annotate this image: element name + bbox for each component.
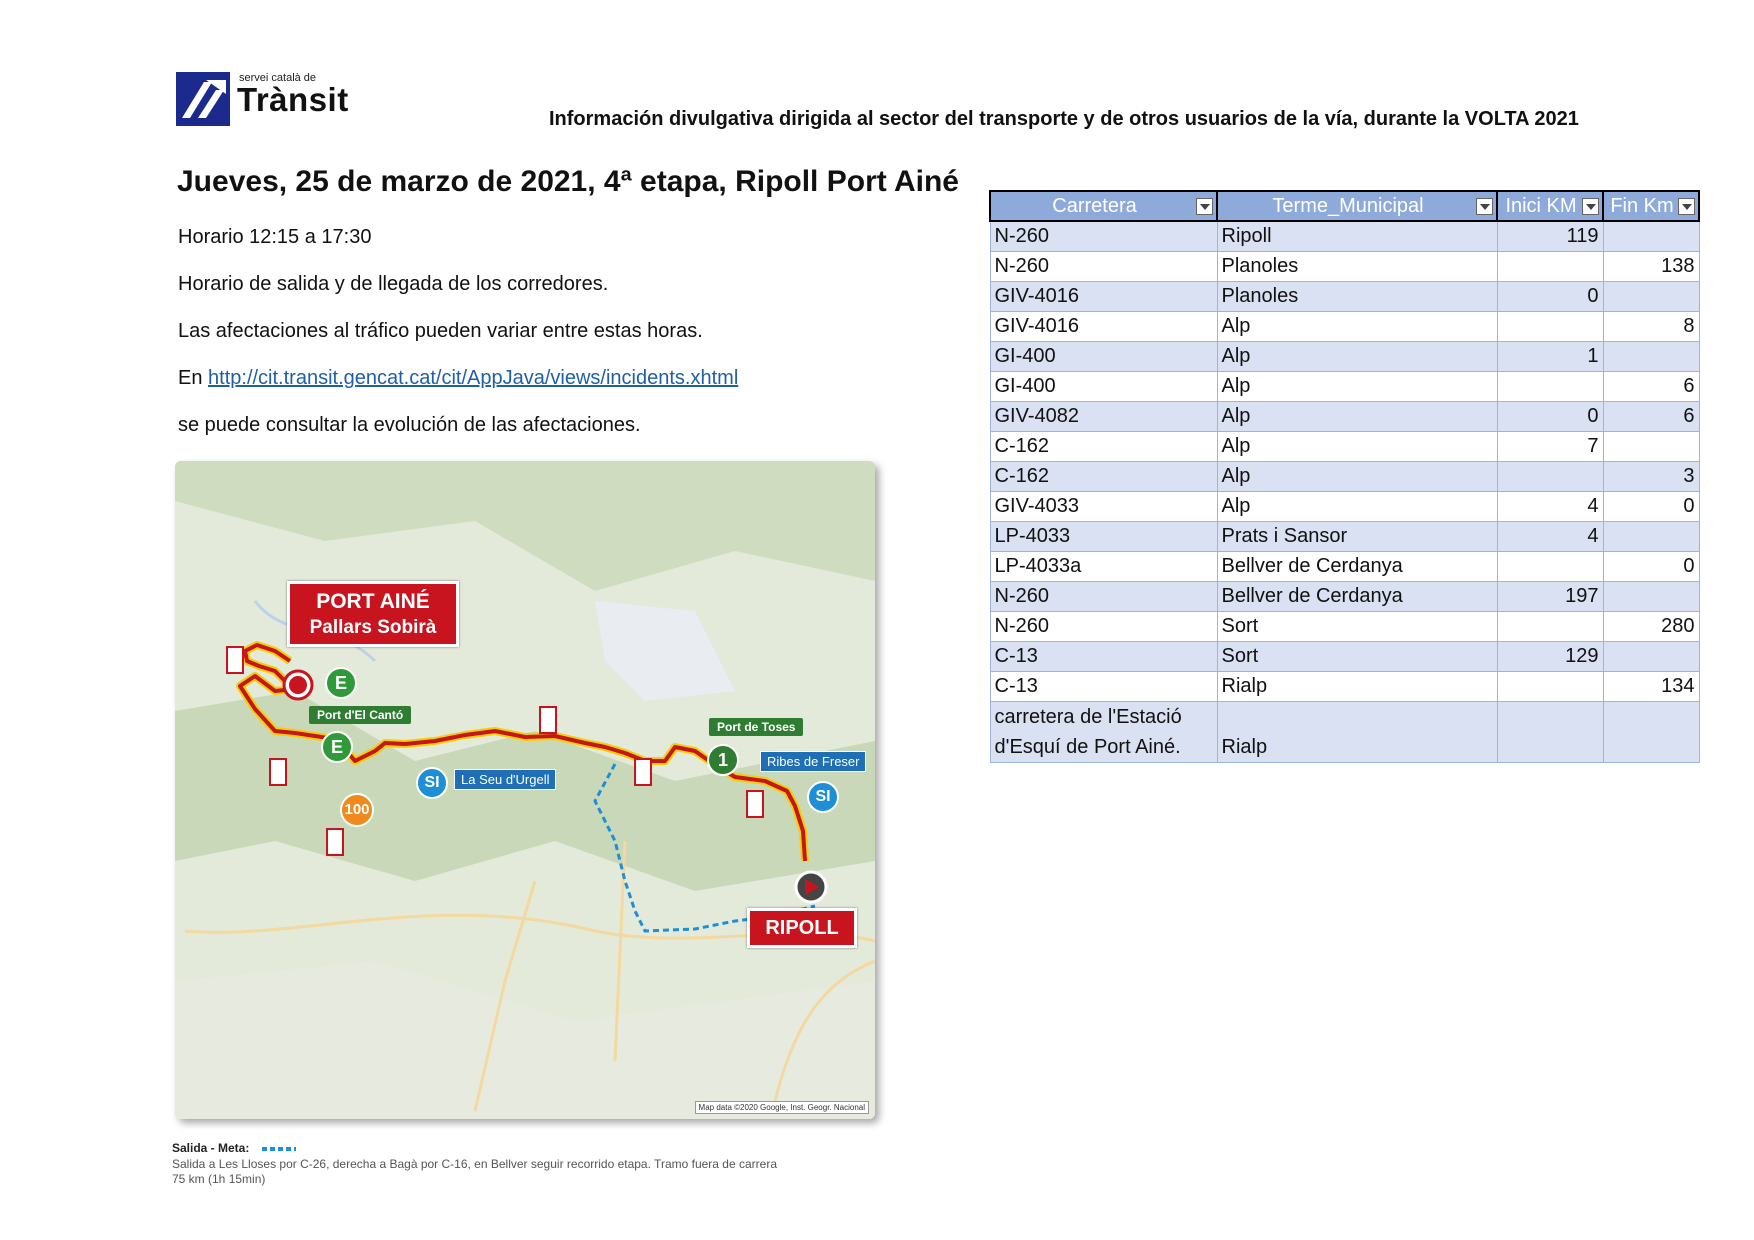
- cell-carretera: C-13: [990, 671, 1217, 701]
- table-row: [990, 431, 1699, 461]
- logo-small-text: servei català de: [239, 72, 317, 84]
- info-line-traffic: Las afectaciones al tráfico pueden variar entre estas horas.: [178, 320, 703, 342]
- logo-big-text: Trànsit: [237, 81, 349, 118]
- filter-dropdown-icon[interactable]: [1476, 198, 1493, 215]
- link-prefix: En: [178, 367, 209, 389]
- cell-inici: 0: [1497, 281, 1603, 311]
- footnote-title: Salida - Meta:: [172, 1141, 250, 1155]
- cell-fin: 6: [1603, 371, 1699, 401]
- table-row: [990, 611, 1699, 641]
- cell-carretera: C-162: [990, 461, 1217, 491]
- km100-marker: 100: [340, 793, 374, 827]
- header-label: Inici KM: [1505, 194, 1577, 217]
- transit-logo: [176, 70, 376, 130]
- header-carretera: [990, 191, 1217, 221]
- cell-terme: Alp: [1217, 491, 1497, 521]
- cell-fin: [1603, 431, 1699, 461]
- page-title: Jueves, 25 de marzo de 2021, 4ª etapa, Ripoll Port Ainé: [177, 165, 959, 198]
- table-row: [990, 311, 1699, 341]
- port-canto-label: Port d'El Cantó: [309, 706, 411, 724]
- cell-fin: [1603, 701, 1699, 762]
- table-row: [990, 521, 1699, 551]
- cell-carretera: GIV-4033: [990, 491, 1217, 521]
- cell-carretera: C-162: [990, 431, 1217, 461]
- map-graphic: [175, 461, 875, 1119]
- header-label: Carretera: [1052, 194, 1137, 217]
- cell-fin: 0: [1603, 491, 1699, 521]
- header-inici-km: [1497, 191, 1603, 221]
- table-row: [990, 671, 1699, 701]
- table-row: [990, 701, 1699, 762]
- cell-inici: [1497, 251, 1603, 281]
- ribes-freser-label: Ribes de Freser: [760, 751, 866, 772]
- start-label-box: [747, 908, 857, 948]
- map-credit: Map data ©2020 Google, Inst. Geogr. Nacional: [695, 1101, 869, 1114]
- cell-terme: Rialp: [1217, 671, 1497, 701]
- transit-logo-icon: [176, 72, 230, 126]
- cell-carretera: N-260: [990, 581, 1217, 611]
- info-line-consult: se puede consultar la evolución de las afectaciones.: [178, 414, 641, 436]
- cell-terme: Alp: [1217, 311, 1497, 341]
- filter-dropdown-icon[interactable]: [1582, 198, 1599, 215]
- cell-carretera: C-13: [990, 641, 1217, 671]
- cell-terme: Alp: [1217, 401, 1497, 431]
- table-header-row: [990, 191, 1699, 221]
- cell-terme: Rialp: [1217, 701, 1497, 762]
- cell-inici: 0: [1497, 401, 1603, 431]
- cell-fin: 6: [1603, 401, 1699, 431]
- cell-terme: Planoles: [1217, 251, 1497, 281]
- si-marker-1: SI: [416, 767, 448, 799]
- sprint-e-marker-1: E: [325, 667, 357, 699]
- info-line-link: [178, 367, 738, 390]
- cell-inici: 197: [1497, 581, 1603, 611]
- cell-inici: [1497, 611, 1603, 641]
- cell-terme: Ripoll: [1217, 221, 1497, 251]
- start-label: RIPOLL: [765, 917, 839, 939]
- cell-fin: [1603, 521, 1699, 551]
- cell-fin: 3: [1603, 461, 1699, 491]
- cell-inici: [1497, 551, 1603, 581]
- cell-carretera: GIV-4082: [990, 401, 1217, 431]
- dotted-route-legend-icon: [262, 1147, 296, 1151]
- cell-fin: [1603, 581, 1699, 611]
- cell-terme: Sort: [1217, 641, 1497, 671]
- cell-inici: 1: [1497, 341, 1603, 371]
- header-label: Fin Km: [1610, 194, 1674, 217]
- seu-urgell-label: La Seu d'Urgell: [454, 769, 556, 790]
- header-label: Terme_Municipal: [1272, 194, 1424, 217]
- cell-carretera: carretera de l'Estació d'Esquí de Port Ainé.: [990, 701, 1217, 762]
- cell-fin: 134: [1603, 671, 1699, 701]
- page-subtitle: Información divulgativa dirigida al sector del transporte y de otros usuarios de la vía, durante la VOLTA 2021: [549, 108, 1579, 130]
- footnote-line2: 75 km (1h 15min): [172, 1172, 266, 1186]
- filter-dropdown-icon[interactable]: [1196, 198, 1213, 215]
- cell-inici: [1497, 701, 1603, 762]
- cell-carretera: GI-400: [990, 341, 1217, 371]
- schedule-text: Horario 12:15 a 17:30: [178, 226, 372, 248]
- incidents-link[interactable]: http://cit.transit.gencat.cat/cit/AppJava/views/incidents.xhtml: [208, 367, 739, 389]
- cell-terme: Alp: [1217, 341, 1497, 371]
- cell-fin: 280: [1603, 611, 1699, 641]
- cell-carretera: N-260: [990, 251, 1217, 281]
- cell-fin: 8: [1603, 311, 1699, 341]
- cell-terme: Alp: [1217, 461, 1497, 491]
- cell-inici: [1497, 311, 1603, 341]
- mountain-1-marker: 1: [707, 744, 739, 776]
- si-marker-2: SI: [807, 781, 839, 813]
- table-row: [990, 491, 1699, 521]
- cell-inici: 4: [1497, 491, 1603, 521]
- cell-inici: [1497, 671, 1603, 701]
- cell-inici: [1497, 461, 1603, 491]
- footnote-line1: Salida a Les Lloses por C-26, derecha a Bagà por C-16, en Bellver seguir recorrido etapa. Tramo fuera de carrera: [172, 1157, 777, 1171]
- cell-carretera: LP-4033a: [990, 551, 1217, 581]
- cell-fin: [1603, 341, 1699, 371]
- roads-table: [989, 190, 1700, 763]
- cell-fin: [1603, 281, 1699, 311]
- cell-inici: 4: [1497, 521, 1603, 551]
- sprint-e-marker-2: E: [321, 731, 353, 763]
- table-row: [990, 401, 1699, 431]
- finish-label-line1: PORT AINÉ: [316, 590, 430, 613]
- table-row: [990, 251, 1699, 281]
- cell-inici: [1497, 371, 1603, 401]
- route-map: [175, 461, 875, 1119]
- cell-terme: Prats i Sansor: [1217, 521, 1497, 551]
- table-row: [990, 641, 1699, 671]
- port-toses-label: Port de Toses: [709, 718, 803, 736]
- cell-fin: 0: [1603, 551, 1699, 581]
- cell-carretera: GIV-4016: [990, 311, 1217, 341]
- cell-terme: Bellver de Cerdanya: [1217, 581, 1497, 611]
- finish-label-line2: Pallars Sobirà: [309, 617, 437, 638]
- table-row: [990, 371, 1699, 401]
- cell-fin: 138: [1603, 251, 1699, 281]
- cell-carretera: GI-400: [990, 371, 1217, 401]
- cell-fin: [1603, 221, 1699, 251]
- cell-terme: Planoles: [1217, 281, 1497, 311]
- cell-inici: 129: [1497, 641, 1603, 671]
- header-terme-municipal: [1217, 191, 1497, 221]
- cell-terme: Alp: [1217, 371, 1497, 401]
- table-row: [990, 551, 1699, 581]
- table-row: [990, 281, 1699, 311]
- cell-carretera: N-260: [990, 611, 1217, 641]
- cell-fin: [1603, 641, 1699, 671]
- cell-carretera: GIV-4016: [990, 281, 1217, 311]
- cell-terme: Bellver de Cerdanya: [1217, 551, 1497, 581]
- filter-dropdown-icon[interactable]: [1678, 198, 1695, 215]
- info-line-departure: Horario de salida y de llegada de los corredores.: [178, 273, 609, 295]
- cell-terme: Sort: [1217, 611, 1497, 641]
- cell-terme: Alp: [1217, 431, 1497, 461]
- finish-label-box: [287, 581, 459, 647]
- cell-inici: 7: [1497, 431, 1603, 461]
- cell-inici: 119: [1497, 221, 1603, 251]
- table-row: [990, 221, 1699, 251]
- table-row: [990, 581, 1699, 611]
- table-row: [990, 341, 1699, 371]
- table-row: [990, 461, 1699, 491]
- header-fin-km: [1603, 191, 1699, 221]
- cell-carretera: LP-4033: [990, 521, 1217, 551]
- cell-carretera: N-260: [990, 221, 1217, 251]
